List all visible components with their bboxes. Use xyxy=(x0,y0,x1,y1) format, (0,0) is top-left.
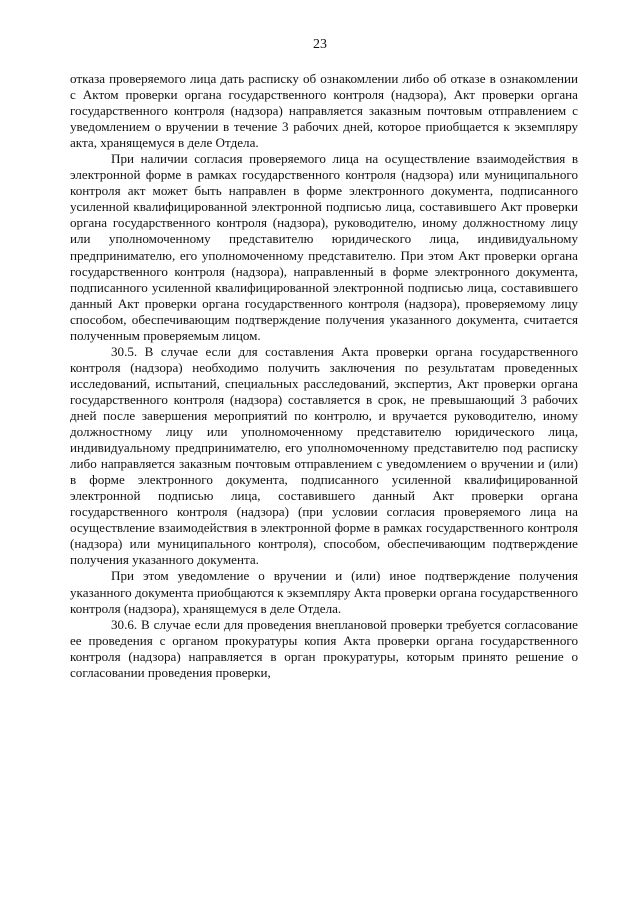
page-number: 23 xyxy=(313,37,327,52)
paragraph-clause-30-6: 30.6. В случае если для проведения внеплановой проверки требуется согласование ее проведения с органом прокуратуры копия Акта проверки органа государственного контроля (надзора) направляется в орган прокуратуры, которым принято решение о согласовании проведения проверки, xyxy=(70,616,578,680)
paragraph-delivery-confirmation: При этом уведомление о вручении и (или) иное подтверждение получения указанного документа приобщаются к экземпляру Акта проверки органа государственного контроля (надзора), хранящемуся в деле Отдела. xyxy=(70,568,578,616)
paragraph-electronic-consent: При наличии согласия проверяемого лица на осуществление взаимодействия в электронной форме в рамках государственного контроля (надзора) или муниципального контроля акт может быть направлен в форме электронного документа, подписанного усиленной квалифицированной электронной подписью лица, составившего Акт проверки органа государственного контроля (надзора), руководителю, иному должностному лицу или уполномоченному представителю юридического лица, индивидуальному предпринимателю, его уполномоченному представителю. При этом Акт проверки органа государственного контроля (надзора), направленный в форме электронного документа, подписанного усиленной квалифицированной электронной подписью лица, составившего данный Акт проверки органа государственного контроля (надзора), проверяемому лицу способом, обеспечивающим подтверждение получения указанного документа, считается полученным проверяемым лицом. xyxy=(70,151,578,343)
paragraph-continuation: отказа проверяемого лица дать расписку об ознакомлении либо об отказе в ознакомлении с Актом проверки органа государственного контроля (надзора), Акт проверки органа государственного контроля (надзора) направляется заказным почтовым отправлением с уведомлением о вручении в течение 3 рабочих дней, которое приобщается к экземпляру акта, хранящемуся в деле Отдела. xyxy=(70,71,578,151)
paragraph-clause-30-5: 30.5. В случае если для составления Акта проверки органа государственного контроля (надзора) необходимо получить заключения по результатам проведенных исследований, испытаний, специальных расследований, экспертиз, Акт проверки органа государственного контроля (надзора) составляется в срок, не превышающий 3 рабочих дней после завершения мероприятий по контролю, и вручается руководителю, иному должностному лицу или уполномоченному представителю юридического лица, индивидуальному предпринимателю, его уполномоченному представителю под расписку либо направляется заказным почтовым отправлением с уведомлением о вручении и (или) в форме электронного документа, подписанного усиленной квалифицированной электронной подписью лица, составившего данный Акт проверки органа государственного контроля (надзора) (при условии согласия проверяемого лица на осуществление взаимодействия в электронной форме в рамках государственного контроля (надзора) или муниципального контроля), способом, обеспечивающим подтверждение получения указанного документа. xyxy=(70,343,578,568)
document-body xyxy=(70,71,578,681)
